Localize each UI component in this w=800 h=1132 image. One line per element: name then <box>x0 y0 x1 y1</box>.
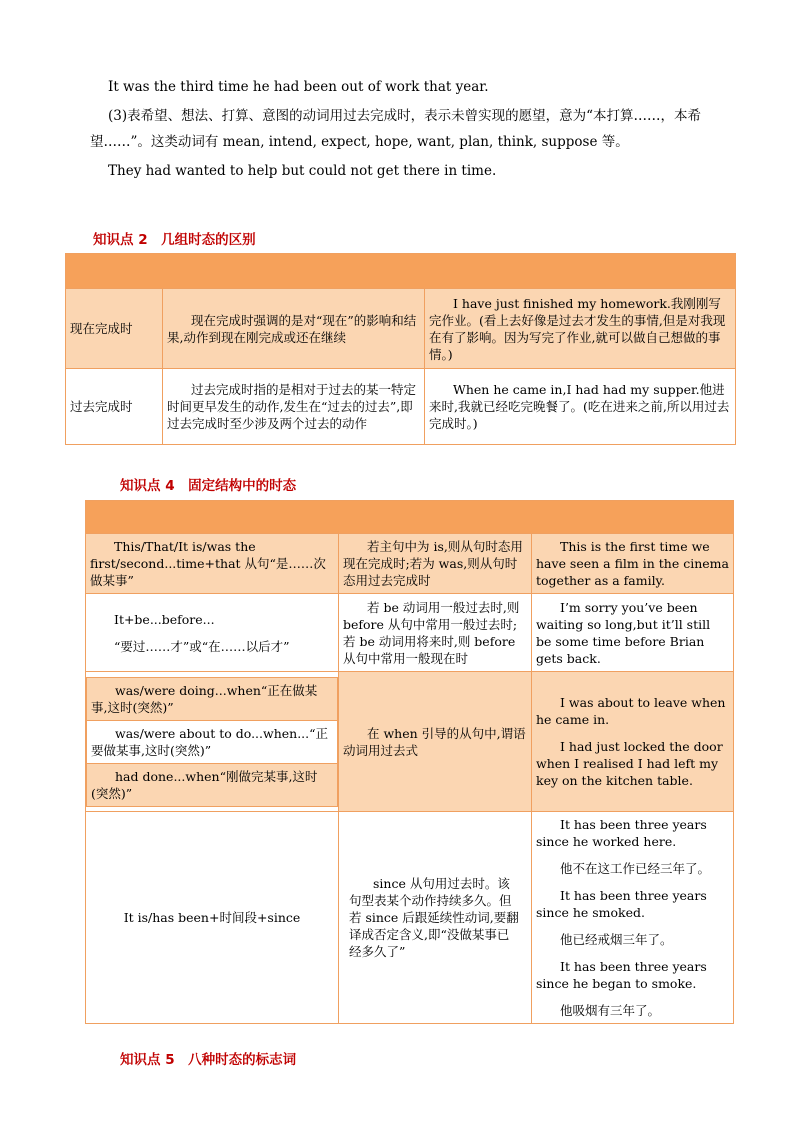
tense-comparison-table <box>65 253 736 445</box>
structure-cell: It is/has been+时间段+since <box>86 812 339 1024</box>
structure-line: was/were doing...when“正在做某事,这时(突然)” <box>87 677 338 720</box>
table-header-row <box>66 254 736 289</box>
tense-description: 过去完成时指的是相对于过去的某一特定时间更早发生的动作,发生在“过去的过去”,即过去完成时至少涉及两个过去的动作 <box>163 369 425 445</box>
table-row <box>86 672 734 812</box>
structure-cell: This/That/It is/was the first/second...time+that 从句“是……次做某事” <box>86 534 339 594</box>
structure-line: had done...when“刚做完某事,这时(突然)” <box>87 763 338 806</box>
intro-line-2: (3)表希望、想法、打算、意图的动词用过去完成时，表示未曾实现的愿望，意为“本打算……，本希望……”。这类动词有 mean, intend, expect, hope, want, plan, think, suppose 等。 <box>90 108 702 150</box>
rule-cell: 在 when 引导的从句中,谓语动词用过去式 <box>339 672 532 812</box>
table-row <box>86 594 734 672</box>
intro-line-1: It was the third time he had been out of work that year. <box>108 79 489 95</box>
table-header-row <box>86 501 734 534</box>
fixed-structure-table <box>85 500 734 1024</box>
structure-line: It+be...before... <box>114 611 215 627</box>
example-line: It has been three years since he worked here. <box>536 817 707 849</box>
example-line: I was about to leave when he came in. <box>536 695 726 727</box>
tense-name: 现在完成时 <box>66 289 163 369</box>
example-cell <box>532 812 734 1024</box>
example-line: It has been three years since he smoked. <box>536 888 707 920</box>
structure-line: was/were about to do...when...“正要做某事,这时(突然)” <box>87 720 338 763</box>
example-cell: This is the first time we have seen a film in the cinema together as a family. <box>532 534 734 594</box>
intro-line-3: They had wanted to help but could not get there in time. <box>108 163 497 179</box>
example-line: 他吸烟有三年了。 <box>560 1003 661 1018</box>
table-row <box>86 812 734 1024</box>
structure-line: “要过……才”或“在……以后才” <box>114 638 290 654</box>
section-4-heading: 知识点 4 固定结构中的时态 <box>120 478 297 494</box>
example-line: I had just locked the door when I realised I had left my key on the kitchen table. <box>536 739 723 788</box>
example-cell <box>532 672 734 812</box>
tense-example: I have just finished my homework.我刚刚写完作业。(看上去好像是过去才发生的事情,但是对我现在有了影响。因为写完了作业,就可以做自己想做的事情。) <box>425 289 736 369</box>
tense-example: When he came in,I had had my supper.他进来时,我就已经吃完晚餐了。(吃在进来之前,所以用过去完成时。) <box>425 369 736 445</box>
tense-name: 过去完成时 <box>66 369 163 445</box>
rule-cell: 若主句中为 is,则从句时态用现在完成时;若为 was,则从句时态用过去完成时 <box>339 534 532 594</box>
section-5-heading: 知识点 5 八种时态的标志词 <box>120 1052 297 1068</box>
table-row <box>66 289 736 369</box>
section-2-heading: 知识点 2 几组时态的区别 <box>93 232 256 248</box>
example-line: 他不在这工作已经三年了。 <box>560 861 711 876</box>
rule-cell: 若 be 动词用一般过去时,则 before 从句中常用一般过去时;若 be 动词用将来时,则 before 从句中常用一般现在时 <box>339 594 532 672</box>
tense-description: 现在完成时强调的是对“现在”的影响和结果,动作到现在刚完成或还在继续 <box>163 289 425 369</box>
example-cell: I’m sorry you’ve been waiting so long,but it’ll still be some time before Brian gets back. <box>532 594 734 672</box>
table-row <box>66 369 736 445</box>
rule-cell: since 从句用过去时。该句型表某个动作持续多久。但若 since 后跟延续性动词,要翻译成否定含义,即“没做某事已经多久了” <box>339 812 532 1024</box>
table-row <box>86 534 734 594</box>
intro-text <box>90 74 720 184</box>
structure-sublist <box>86 677 338 807</box>
structure-cell <box>86 594 339 672</box>
example-line: 他已经戒烟三年了。 <box>560 932 673 947</box>
structure-cell <box>86 672 339 812</box>
example-line: It has been three years since he began to smoke. <box>536 959 707 991</box>
